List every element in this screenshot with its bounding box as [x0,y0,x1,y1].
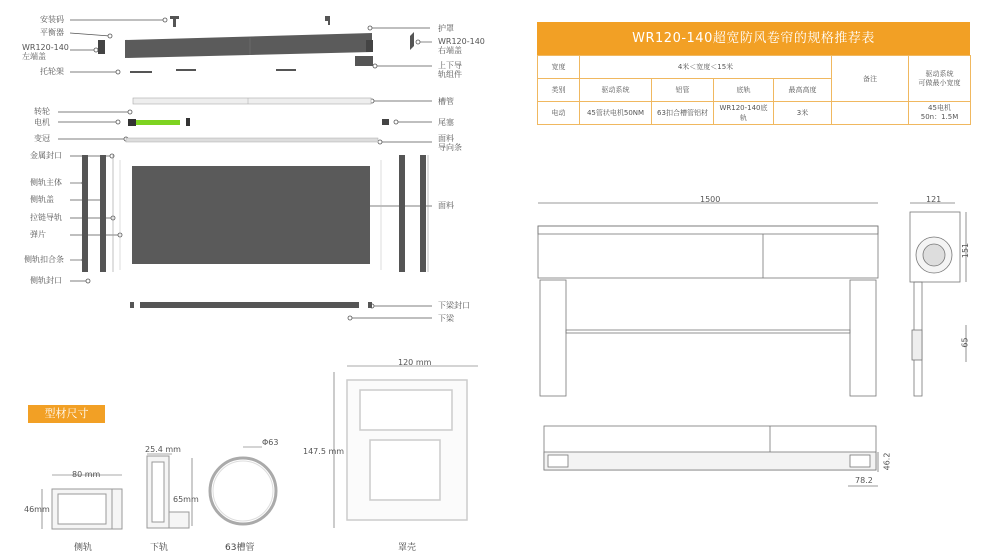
row-drive: 45管状电机50NM [580,102,652,125]
label-guard: 护罩 [438,24,454,33]
label-right-end-cover: WR120-140 右端盖 [438,37,485,55]
lower-rail-profile [147,456,189,528]
profile-section-title: 型材尺寸 [28,405,105,423]
plan-view [544,426,878,486]
housing-height-dim: 147.5 mm [303,447,345,456]
remark-label: 备注 [832,56,909,102]
tube-profile [210,458,276,524]
label-side-rail-seal: 侧轨封口 [30,276,62,285]
label-crown: 变冠 [34,134,50,143]
width-value: 4米＜宽度＜15米 [580,56,832,79]
row-tube: 63扣合槽管铝材 [652,102,714,125]
label-balancer: 平衡器 [40,28,64,37]
side-elevation [910,203,966,396]
label-motor: 电机 [34,118,50,127]
label-wheel: 转轮 [34,107,50,116]
width-label: 宽度 [538,56,580,79]
label-bracket: 托轮架 [40,67,64,76]
label-metal-seal: 金属封口 [30,151,62,160]
label-tail-plug: 尾塞 [438,118,454,127]
label-side-rail-cover: 侧轨盖 [30,195,54,204]
lower-rail-width-dim: 25.4 mm [145,445,181,454]
label-bottom-beam-seal: 下梁封口 [438,301,470,310]
label-tube: 槽管 [438,97,454,106]
label-side-rail-body: 侧轨主体 [30,178,62,187]
tube-label: 铝管 [652,79,714,102]
drive-label: 驱动系统 [580,79,652,102]
side-rail-height-dim: 46mm [24,505,50,514]
lower-rail-caption: 下轨 [150,543,169,553]
rail-label: 底轨 [714,79,774,102]
tube-dia-dim: Φ63 [262,438,279,447]
row-max-height: 3米 [774,102,832,125]
label-bottom-beam: 下梁 [438,314,454,323]
bottom-height-dim: 46.2 [882,452,892,471]
table-row [538,102,971,125]
spec-table-title: WR120-140超宽防风卷帘的规格推荐表 [537,22,970,55]
front-elevation [538,203,878,396]
tube-caption: 63槽管 [225,543,255,553]
row-min-width: 45电机 50n：1.5M [909,102,971,125]
side-rail-caption: 侧轨 [74,543,93,553]
side-rail-width-dim: 80 mm [72,470,101,479]
housing-width-dim: 120 mm [398,358,432,367]
row-category: 电动 [538,102,580,125]
spec-table [537,22,970,125]
label-zipper-guide: 拉链导轨 [30,213,62,222]
side-width-dim: 121 [926,195,942,204]
max-height-label: 最高高度 [774,79,832,102]
housing-profile [347,380,467,520]
label-spring-piece: 弹片 [30,230,46,239]
side-small-dim: 65 [960,337,970,348]
label-side-rail-clip: 侧轨扣合条 [24,255,64,264]
row-rail: WR120-140底轨 [714,102,774,125]
housing-caption: 罩壳 [398,543,417,553]
lower-rail-height-dim: 65mm [173,495,199,504]
label-left-end-cover: WR120-140 左端盖 [22,43,69,61]
label-upper-lower-rail: 上下导 轨组件 [438,61,462,79]
label-fabric-guide: 面料 导向条 [438,134,462,152]
min-width-label: 驱动系统 可做最小宽度 [909,56,971,102]
side-height-dim: 151 [961,242,971,259]
label-mounting-code: 安装码 [40,15,64,24]
front-width-dim: 1500 [700,195,721,204]
category-label: 类别 [538,79,580,102]
label-fabric: 面料 [438,201,454,210]
bottom-width-dim: 78.2 [855,476,873,485]
side-rail-profile [52,489,122,529]
row-remark [832,102,909,125]
